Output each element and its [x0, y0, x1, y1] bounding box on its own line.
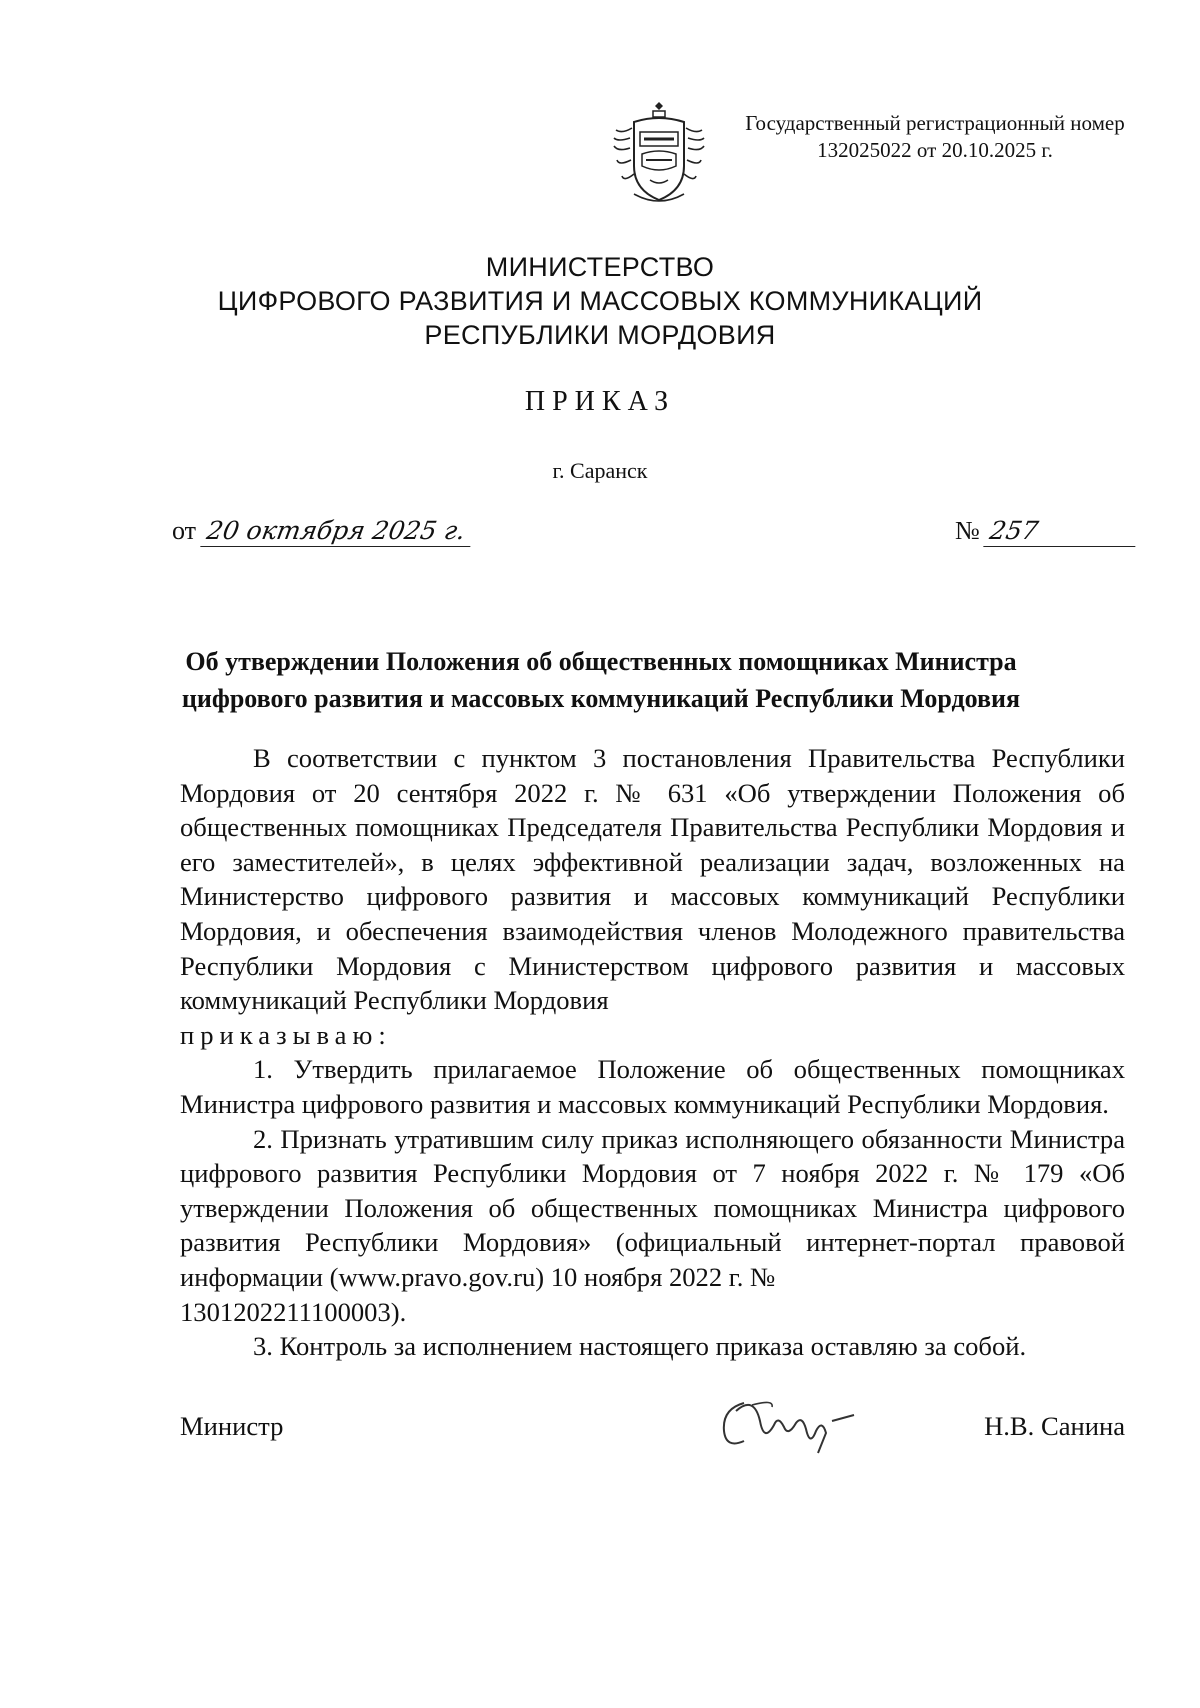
ministry-line-1: МИНИСТЕРСТВО — [485, 252, 715, 282]
number-prefix: № — [955, 516, 980, 545]
registration-label: Государственный регистрационный номер — [745, 111, 1125, 135]
handwritten-signature — [714, 1391, 864, 1457]
handwritten-number: 257 — [984, 516, 1141, 547]
order-subject — [150, 643, 1052, 717]
signatory-name: Н.В. Санина — [984, 1411, 1125, 1441]
item-1: 1. Утвердить прилагаемое Положение об общественных помощниках Министра цифрового развития и массовых коммуникаций Республики Мордовия. — [180, 1054, 1125, 1119]
signature-title: Министр — [180, 1411, 284, 1441]
registration-value: 132025022 от 20.10.2025 г. — [817, 138, 1053, 162]
item-3: 3. Контроль за исполнением настоящего приказа оставляю за собой. — [253, 1331, 1027, 1362]
signature-block — [180, 1403, 1125, 1463]
item-2: 2. Признать утратившим силу приказ исполняющего обязанности Министра цифрового развития Республики Мордовия от 7 ноября 2022 г. № 179 «Об утверждении Положения об общественных помощниках Министра цифрового развития Республики Мордовия» (официальный интернет-портал правовой информации (www.pravo.gov.ru) 10 ноября 2022 г. № — [180, 1123, 1125, 1292]
order-city: г. Саранск — [552, 458, 648, 483]
subject-line-1: Об утверждении Положения об общественных помощниках Министра — [185, 647, 1017, 676]
handwritten-date: 20 октября 2025 г. — [200, 516, 475, 547]
preamble-paragraph — [180, 741, 1125, 1018]
order-date — [172, 516, 472, 547]
order-number — [955, 516, 1138, 547]
order-title: ПРИКАЗ — [524, 386, 676, 417]
item-2-tail: 1301202211100003). — [180, 1296, 407, 1327]
coat-of-arms-icon — [604, 100, 714, 210]
ministry-line-3: РЕСПУБЛИКИ МОРДОВИЯ — [424, 320, 776, 350]
ministry-line-2: ЦИФРОВОГО РАЗВИТИЯ И МАССОВЫХ КОММУНИКАЦИЙ — [217, 286, 983, 316]
subject-line-2: цифрового развития и массовых коммуникаций Республики Мордовия — [181, 684, 1021, 713]
order-body — [180, 741, 1125, 1364]
orders-word: приказываю: — [180, 1019, 392, 1050]
registration-number — [745, 110, 1125, 164]
ministry-name — [0, 250, 1200, 352]
preamble-text: В соответствии с пунктом 3 постановления Правительства Республики Мордовия от 20 сентября 2022 г. № 631 «Об утверждении Положения об общественных помощниках Председателя Правительства Республики Мордовия и его заместителей», в целях эффективной реализации задач, возложенных на Министерство цифрового развития и массовых коммуникаций Республики Мордовия, и обеспечения взаимодействия членов Молодежного правительства Республики Мордовия с Министерством цифрового развития и массовых коммуникаций Республики Мордовия — [180, 743, 1125, 1016]
date-prefix: от — [172, 516, 197, 545]
